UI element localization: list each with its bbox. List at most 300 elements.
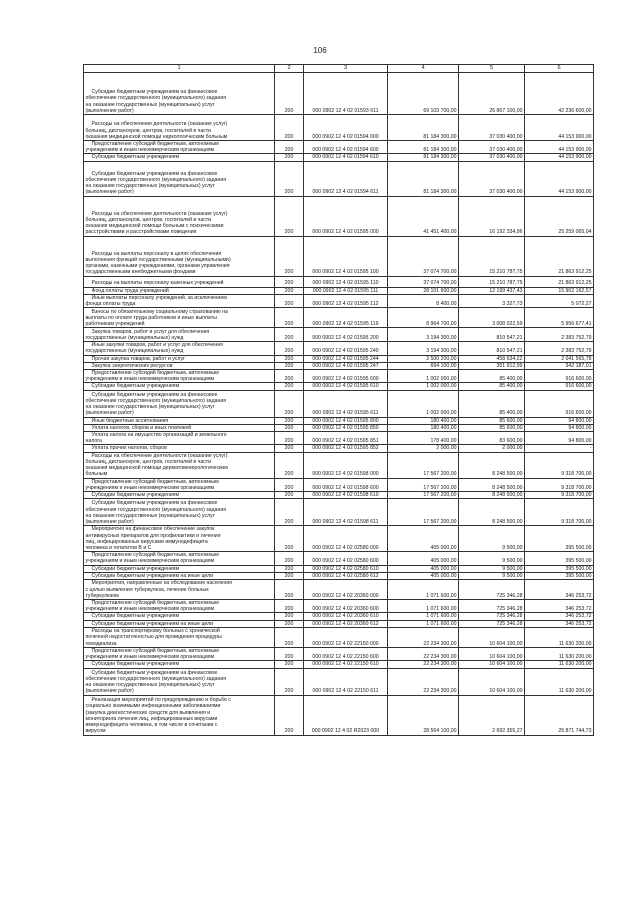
row-budget-code: 000 0902 12 4 02 20360 000 — [304, 580, 388, 600]
row-description-text: Иные выплаты персоналу учреждений, за исключением фонда оплаты труда — [85, 294, 227, 308]
row-description — [84, 383, 275, 390]
row-budget-code: 000 0902 12 4 02 01595 247 — [304, 362, 388, 369]
table-row — [84, 362, 594, 369]
row-unexecuted-amount: 9 318 700,00 — [525, 478, 594, 491]
row-approved-amount: 2 500 200,00 — [388, 355, 459, 362]
row-budget-code: 000 0902 12 4 02 01594 600 — [304, 141, 388, 154]
row-description — [84, 526, 275, 552]
row-description-text: Уплата налога на имущество организаций и земельного налога — [85, 432, 227, 445]
row-description-text: Предоставление субсидий бюджетным, автономным учреждениям и иным некоммерческим организациям — [85, 478, 219, 491]
row-admin-code: 200 — [275, 294, 304, 307]
row-budget-code: 000 0902 12 4 02 22150 610 — [304, 661, 388, 668]
row-executed-amount: 2 000,00 — [459, 445, 525, 452]
row-description — [84, 154, 275, 161]
row-description — [84, 695, 275, 735]
row-unexecuted-amount: 94 800,00 — [525, 417, 594, 424]
row-description-text: Расходы на обеспечение деятельности (оказание услуг) больниц, диспансеров, центров, госпиталей в части оказания медицинской помощи больным с психическими расстройствами и расстройствами поведения — [85, 210, 228, 236]
row-executed-amount: 26 867 100,00 — [459, 73, 525, 115]
row-admin-code: 200 — [275, 552, 304, 565]
header-cell: 3 — [304, 65, 388, 73]
row-approved-amount: 1 071 600,00 — [388, 613, 459, 620]
table-row — [84, 452, 594, 478]
row-budget-code: 000 0902 12 4 02 01598 000 — [304, 452, 388, 478]
row-description-text: Мероприятия на финансовое обеспечение закупок антивирусных препаратов для профилактики и лечения лиц, инфицированных вирусами иммунодефицита человека и гепатитов В и С — [85, 526, 221, 552]
row-approved-amount: 3 194 300,00 — [388, 328, 459, 342]
row-admin-code: 200 — [275, 668, 304, 695]
row-executed-amount: 8 248 500,00 — [459, 478, 525, 491]
table-row — [84, 445, 594, 452]
row-admin-code: 200 — [275, 417, 304, 424]
row-description-text: Предоставление субсидий бюджетным, автономным учреждениям и иным некоммерческим организациям — [85, 552, 219, 565]
row-unexecuted-amount: 11 630 200,00 — [525, 647, 594, 660]
row-budget-code: 000 0902 12 4 02 01595 240 — [304, 342, 388, 355]
row-approved-amount: 17 567 200,00 — [388, 499, 459, 526]
row-description-text: Субсидии бюджетным учреждениям — [91, 565, 180, 572]
row-executed-amount: 10 604 100,00 — [459, 627, 525, 647]
table-row — [84, 308, 594, 328]
row-unexecuted-amount: 2 383 752,79 — [525, 328, 594, 342]
table-row — [84, 196, 594, 236]
row-approved-amount: 81 184 300,00 — [388, 161, 459, 196]
row-approved-amount: 8 400,00 — [388, 294, 459, 307]
table-row — [84, 141, 594, 154]
row-unexecuted-amount: 11 630 200,00 — [525, 661, 594, 668]
row-description — [84, 492, 275, 499]
row-unexecuted-amount: 9 318 700,00 — [525, 492, 594, 499]
row-approved-amount: 37 074 700,00 — [388, 236, 459, 276]
row-admin-code: 200 — [275, 287, 304, 294]
row-description — [84, 499, 275, 526]
row-executed-amount: 9 500,00 — [459, 572, 525, 579]
row-description — [84, 390, 275, 417]
row-admin-code: 200 — [275, 362, 304, 369]
row-budget-code: 000 0902 12 4 02 01595 000 — [304, 196, 388, 236]
row-executed-amount: 8 248 500,00 — [459, 492, 525, 499]
row-description-text: Субсидии бюджетным учреждениям на финансовое обеспечение государственного (муниципального) задания на оказание государственных (муниципальных) услуг (выполнение работ) — [85, 89, 227, 114]
table-row — [84, 572, 594, 579]
row-admin-code: 200 — [275, 115, 304, 141]
header-cell: 4 — [388, 65, 459, 73]
row-unexecuted-amount: 44 153 900,00 — [525, 115, 594, 141]
row-executed-amount: 85 600,00 — [459, 417, 525, 424]
row-unexecuted-amount: 342 187,01 — [525, 362, 594, 369]
row-admin-code: 200 — [275, 620, 304, 627]
row-description-text: Субсидии бюджетным учреждениям — [91, 383, 180, 390]
row-description — [84, 115, 275, 141]
row-description — [84, 196, 275, 236]
row-approved-amount: 22 234 300,00 — [388, 668, 459, 695]
table-row — [84, 492, 594, 499]
row-description — [84, 668, 275, 695]
row-approved-amount: 81 184 300,00 — [388, 115, 459, 141]
row-approved-amount: 405 000,00 — [388, 572, 459, 579]
row-budget-code: 000 0902 12 4 02 01595 244 — [304, 355, 388, 362]
row-admin-code: 200 — [275, 613, 304, 620]
row-description-text: Субсидии бюджетным учреждениям на финансовое обеспечение государственного (муниципального) задания на оказание государственных (муниципальных) услуг (выполнение работ) — [85, 500, 227, 526]
row-description-text: Закупка товаров, работ и услуг для обеспечения государственных (муниципальных) нужд — [85, 328, 210, 342]
row-description-text: Иные закупки товаров, работ и услуг для обеспечения государственных (муниципальных) нужд — [85, 342, 223, 355]
table-row — [84, 355, 594, 362]
row-description-text: Субсидии бюджетным учреждениям — [91, 154, 180, 161]
row-approved-amount: 22 234 300,00 — [388, 627, 459, 647]
row-executed-amount: 458 634,22 — [459, 355, 525, 362]
row-approved-amount: 1 002 000,00 — [388, 390, 459, 417]
row-admin-code: 200 — [275, 342, 304, 355]
row-description — [84, 424, 275, 431]
row-unexecuted-amount: 5 072,27 — [525, 294, 594, 307]
row-description-text: Субсидии бюджетным учреждениям на финансовое обеспечение государственного (муниципального) задания на оказание государственных (муниципальных) услуг (выполнение работ) — [85, 170, 227, 196]
row-description-text: Уплата налогов, сборов и иных платежей — [91, 424, 192, 431]
row-executed-amount: 9 500,00 — [459, 565, 525, 572]
row-approved-amount: 694 100,00 — [388, 362, 459, 369]
row-budget-code: 000 0902 12 4 02 01595 112 — [304, 294, 388, 307]
table-row — [84, 383, 594, 390]
row-unexecuted-amount: 916 600,00 — [525, 370, 594, 383]
row-unexecuted-amount: 15 902 162,57 — [525, 287, 594, 294]
table-row — [84, 661, 594, 668]
row-approved-amount: 17 567 200,00 — [388, 478, 459, 491]
header-cell: 6 — [525, 65, 594, 73]
row-admin-code: 200 — [275, 492, 304, 499]
row-description — [84, 580, 275, 600]
row-description — [84, 661, 275, 668]
row-executed-amount: 8 248 500,00 — [459, 499, 525, 526]
row-description-text: Субсидии бюджетным учреждениям на финансовое обеспечение государственного (муниципального) задания на оказание государственных (муниципальных) услуг (выполнение работ) — [85, 391, 227, 417]
row-executed-amount: 83 600,00 — [459, 432, 525, 445]
row-executed-amount: 2 692 355,27 — [459, 695, 525, 735]
row-executed-amount: 725 346,28 — [459, 580, 525, 600]
row-executed-amount: 85 600,00 — [459, 424, 525, 431]
row-approved-amount: 37 074 700,00 — [388, 276, 459, 287]
row-budget-code: 000 0902 12 4 02 22150 000 — [304, 627, 388, 647]
row-description — [84, 73, 275, 115]
row-budget-code: 000 0902 12 4 02 20360 610 — [304, 613, 388, 620]
row-budget-code: 000 0902 12 4 02 01594 610 — [304, 154, 388, 161]
header-cell: 1 — [84, 65, 275, 73]
row-budget-code: 000 0902 12 4 02 01595 111 — [304, 287, 388, 294]
row-description — [84, 328, 275, 342]
row-executed-amount: 15 210 787,75 — [459, 236, 525, 276]
row-executed-amount: 85 400,00 — [459, 390, 525, 417]
row-executed-amount: 351 912,99 — [459, 362, 525, 369]
row-admin-code: 200 — [275, 600, 304, 613]
row-budget-code: 000 0902 12 4 02 01594 611 — [304, 161, 388, 196]
row-budget-code: 000 0902 12 4 02 01595 852 — [304, 445, 388, 452]
row-approved-amount: 1 002 000,00 — [388, 383, 459, 390]
row-description — [84, 287, 275, 294]
row-approved-amount: 81 184 300,00 — [388, 141, 459, 154]
row-admin-code: 200 — [275, 370, 304, 383]
table-row — [84, 647, 594, 660]
row-approved-amount: 22 234 300,00 — [388, 661, 459, 668]
row-budget-code: 000 0902 12 4 02 01595 800 — [304, 417, 388, 424]
table-row — [84, 390, 594, 417]
row-admin-code: 200 — [275, 452, 304, 478]
row-description — [84, 161, 275, 196]
row-executed-amount: 810 547,21 — [459, 328, 525, 342]
row-executed-amount: 85 400,00 — [459, 383, 525, 390]
row-description-text: Расходы на выплаты персоналу в целях обеспечения выполнения функций государственными (муниципальными) органами, казенными учреждениями, органами управления государственными внебюджетными фондами — [85, 250, 231, 276]
row-budget-code: 000 0902 12 4 02 01595 850 — [304, 424, 388, 431]
row-unexecuted-amount: 2 383 752,79 — [525, 342, 594, 355]
table-row — [84, 695, 594, 735]
row-description-text: Субсидии бюджетным учреждениям — [91, 661, 180, 668]
row-budget-code: 000 0902 12 4 02 02580 610 — [304, 565, 388, 572]
row-budget-code: 000 0902 12 4 02 20360 612 — [304, 620, 388, 627]
row-executed-amount: 9 500,00 — [459, 552, 525, 565]
row-admin-code: 200 — [275, 390, 304, 417]
row-budget-code: 000 0902 12 4 02 01598 610 — [304, 492, 388, 499]
row-unexecuted-amount: 11 630 200,00 — [525, 668, 594, 695]
row-description-text: Субсидии бюджетным учреждениям — [91, 492, 180, 499]
row-description-text: Расходы на обеспечение деятельности (оказание услуг) больниц, диспансеров, центров, госпиталей в части оказания медицинской помощи дерматовенерологическим больным — [85, 452, 228, 478]
table-row — [84, 342, 594, 355]
row-unexecuted-amount: 395 500,00 — [525, 565, 594, 572]
row-description — [84, 565, 275, 572]
row-description — [84, 478, 275, 491]
table-row — [84, 478, 594, 491]
row-budget-code: 000 0902 12 4 02 01598 611 — [304, 499, 388, 526]
row-description-text: Предоставление субсидий бюджетным, автономным учреждениям и иным некоммерческим организациям — [85, 370, 219, 383]
row-budget-code: 000 0902 12 4 02 01595 611 — [304, 390, 388, 417]
header-cell: 2 — [275, 65, 304, 73]
row-executed-amount: 810 547,21 — [459, 342, 525, 355]
row-admin-code: 200 — [275, 328, 304, 342]
row-approved-amount: 2 000,00 — [388, 445, 459, 452]
table-row — [84, 417, 594, 424]
row-approved-amount: 8 964 700,00 — [388, 308, 459, 328]
row-admin-code: 200 — [275, 627, 304, 647]
row-executed-amount: 10 604 100,00 — [459, 661, 525, 668]
row-unexecuted-amount: 916 600,00 — [525, 383, 594, 390]
row-description — [84, 308, 275, 328]
row-description-text: Субсидии бюджетным учреждениям — [91, 613, 180, 620]
row-admin-code: 200 — [275, 661, 304, 668]
row-unexecuted-amount: 395 500,00 — [525, 552, 594, 565]
row-approved-amount: 22 234 300,00 — [388, 647, 459, 660]
row-executed-amount: 37 030 400,00 — [459, 154, 525, 161]
row-unexecuted-amount: 346 253,72 — [525, 580, 594, 600]
row-executed-amount: 10 604 100,00 — [459, 647, 525, 660]
row-approved-amount: 405 000,00 — [388, 552, 459, 565]
row-description-text: Закупка энергетических ресурсов — [91, 362, 173, 369]
row-admin-code: 200 — [275, 432, 304, 445]
row-admin-code: 200 — [275, 236, 304, 276]
row-approved-amount: 69 103 700,00 — [388, 73, 459, 115]
table-row — [84, 580, 594, 600]
row-unexecuted-amount: 346 253,72 — [525, 620, 594, 627]
row-unexecuted-amount: 916 600,00 — [525, 390, 594, 417]
row-executed-amount: 10 604 100,00 — [459, 668, 525, 695]
row-budget-code: 000 0902 12 4 02 01598 600 — [304, 478, 388, 491]
row-budget-code: 000 0902 12 4 02 01595 119 — [304, 308, 388, 328]
row-admin-code: 200 — [275, 276, 304, 287]
row-description — [84, 445, 275, 452]
row-budget-code: 000 0902 12 4 02 01594 000 — [304, 115, 388, 141]
table-row — [84, 600, 594, 613]
table-row — [84, 370, 594, 383]
row-budget-code: 000 0902 12 4 02 02580 000 — [304, 526, 388, 552]
page-number: 106 — [313, 46, 327, 55]
row-admin-code: 200 — [275, 154, 304, 161]
row-description — [84, 600, 275, 613]
table-row — [84, 236, 594, 276]
row-unexecuted-amount: 44 153 900,00 — [525, 161, 594, 196]
row-executed-amount: 725 346,28 — [459, 620, 525, 627]
row-description-text: Предоставление субсидий бюджетным, автономным учреждениям и иным некоммерческим организациям — [85, 600, 219, 613]
row-unexecuted-amount: 25 259 065,04 — [525, 196, 594, 236]
row-description — [84, 294, 275, 307]
row-approved-amount: 405 000,00 — [388, 526, 459, 552]
table-row — [84, 424, 594, 431]
row-description-text: Расходы на выплаты персоналу казенных учреждений — [91, 280, 224, 287]
row-description — [84, 355, 275, 362]
row-budget-code: 000 0902 12 4 02 22150 600 — [304, 647, 388, 660]
row-description-text: Субсидии бюджетным учреждениям на финансовое обеспечение государственного (муниципального) задания на оказание государственных (муниципальных) услуг (выполнение работ) — [85, 669, 227, 695]
row-description-text: Предоставление субсидий бюджетным, автономным учреждениям и иным некоммерческим организациям — [85, 141, 219, 154]
row-description — [84, 613, 275, 620]
table-row — [84, 115, 594, 141]
row-admin-code: 200 — [275, 308, 304, 328]
table-row — [84, 552, 594, 565]
row-description-text: Субсидии бюджетным учреждениям на иные цели — [91, 572, 214, 579]
row-unexecuted-amount: 395 500,00 — [525, 526, 594, 552]
row-unexecuted-amount: 94 800,00 — [525, 432, 594, 445]
row-admin-code: 200 — [275, 383, 304, 390]
table-row — [84, 627, 594, 647]
row-budget-code: 000 0902 12 4 02 01595 600 — [304, 370, 388, 383]
row-executed-amount: 15 210 787,75 — [459, 276, 525, 287]
row-unexecuted-amount: 5 956 677,41 — [525, 308, 594, 328]
row-description — [84, 647, 275, 660]
row-description — [84, 417, 275, 424]
row-admin-code: 200 — [275, 445, 304, 452]
row-budget-code: 000 0902 12 4 02 20360 600 — [304, 600, 388, 613]
row-budget-code: 000 0902 12 4 02 02580 612 — [304, 572, 388, 579]
row-executed-amount: 12 199 437,43 — [459, 287, 525, 294]
row-approved-amount: 180 400,00 — [388, 424, 459, 431]
table-row — [84, 328, 594, 342]
table-row — [84, 154, 594, 161]
row-approved-amount: 17 567 200,00 — [388, 452, 459, 478]
row-executed-amount: 16 192 334,96 — [459, 196, 525, 236]
row-unexecuted-amount: 9 318 700,00 — [525, 452, 594, 478]
row-approved-amount: 17 567 200,00 — [388, 492, 459, 499]
row-admin-code: 200 — [275, 565, 304, 572]
row-budget-code: 000 0902 12 4 02 01595 851 — [304, 432, 388, 445]
table-row — [84, 565, 594, 572]
table-row — [84, 620, 594, 627]
row-executed-amount: 725 346,28 — [459, 613, 525, 620]
row-description-text: Расходы на обеспечение деятельности (оказание услуг) больниц, диспансеров, центров, госпиталей в части оказания медицинской помощи наркологическим больным — [85, 121, 228, 140]
row-budget-code: 000 0902 12 4 02 R2023 000 — [304, 695, 388, 735]
row-approved-amount: 28 101 600,00 — [388, 287, 459, 294]
row-unexecuted-amount: 25 871 744,73 — [525, 695, 594, 735]
row-budget-code: 000 0902 12 4 02 01595 610 — [304, 383, 388, 390]
row-description-text: Реализация мероприятий по предупреждению и борьбе с социально значимыми инфекционными заболеваниями (закупка диагностических средств для выявления и мониторинга лечения лиц, инфицированных вирусами иммунодефицита человека, в том числе в сочетании с вирусом — [85, 697, 231, 735]
row-unexecuted-amount: 42 236 600,00 — [525, 73, 594, 115]
row-description — [84, 141, 275, 154]
row-executed-amount: 37 030 400,00 — [459, 141, 525, 154]
row-executed-amount: 3 008 022,59 — [459, 308, 525, 328]
row-unexecuted-amount: 21 863 912,25 — [525, 276, 594, 287]
row-approved-amount: 178 400,00 — [388, 432, 459, 445]
row-description-text: Уплата прочих налогов, сборов — [91, 445, 167, 452]
row-description — [84, 572, 275, 579]
row-admin-code: 200 — [275, 141, 304, 154]
row-description — [84, 620, 275, 627]
row-unexecuted-amount: 44 153 900,00 — [525, 141, 594, 154]
table-row — [84, 613, 594, 620]
table-row — [84, 73, 594, 115]
row-admin-code: 200 — [275, 580, 304, 600]
row-executed-amount: 37 030 400,00 — [459, 161, 525, 196]
row-executed-amount: 37 030 400,00 — [459, 115, 525, 141]
row-executed-amount: 3 327,73 — [459, 294, 525, 307]
budget-table — [83, 64, 594, 736]
row-unexecuted-amount: 395 500,00 — [525, 572, 594, 579]
row-executed-amount: 8 248 500,00 — [459, 452, 525, 478]
table-row — [84, 499, 594, 526]
row-unexecuted-amount: 9 318 700,00 — [525, 499, 594, 526]
row-budget-code: 000 0902 12 4 02 01593 611 — [304, 73, 388, 115]
row-admin-code: 200 — [275, 647, 304, 660]
row-budget-code: 000 0902 12 4 02 01595 100 — [304, 236, 388, 276]
row-description-text: Взносы по обязательному социальному страхованию на выплаты по оплате труда работников и иные выплаты работникам учреждений — [85, 308, 228, 328]
row-admin-code: 200 — [275, 478, 304, 491]
row-description — [84, 432, 275, 445]
table-row — [84, 294, 594, 307]
row-approved-amount: 1 071 600,00 — [388, 580, 459, 600]
table-row — [84, 526, 594, 552]
row-description — [84, 276, 275, 287]
table-header-row — [84, 65, 594, 73]
row-description-text: Иные бюджетные ассигнования — [91, 417, 169, 424]
row-executed-amount: 9 500,00 — [459, 526, 525, 552]
table-row — [84, 276, 594, 287]
row-approved-amount: 180 400,00 — [388, 417, 459, 424]
header-cell: 5 — [459, 65, 525, 73]
row-unexecuted-amount: 94 800,00 — [525, 424, 594, 431]
row-budget-code: 000 0902 12 4 02 02580 600 — [304, 552, 388, 565]
row-admin-code: 200 — [275, 572, 304, 579]
row-admin-code: 200 — [275, 73, 304, 115]
row-description-text: Субсидии бюджетным учреждениям на иные цели — [91, 620, 214, 627]
row-description — [84, 362, 275, 369]
row-budget-code: 000 0902 12 4 02 01595 200 — [304, 328, 388, 342]
row-description — [84, 342, 275, 355]
row-unexecuted-amount: 2 041 565,78 — [525, 355, 594, 362]
row-unexecuted-amount: 44 153 900,00 — [525, 154, 594, 161]
row-admin-code: 200 — [275, 196, 304, 236]
table-row — [84, 668, 594, 695]
row-description — [84, 370, 275, 383]
row-approved-amount: 3 194 300,00 — [388, 342, 459, 355]
row-description — [84, 627, 275, 647]
row-unexecuted-amount: - — [525, 445, 594, 452]
row-unexecuted-amount: 11 630 200,00 — [525, 627, 594, 647]
row-admin-code: 200 — [275, 424, 304, 431]
row-description — [84, 236, 275, 276]
row-description-text: Фонд оплаты труда учреждений — [91, 287, 169, 294]
table-row — [84, 287, 594, 294]
row-unexecuted-amount: 346 253,72 — [525, 613, 594, 620]
row-description — [84, 452, 275, 478]
row-executed-amount: 725 346,28 — [459, 600, 525, 613]
row-unexecuted-amount: 346 253,72 — [525, 600, 594, 613]
row-approved-amount: 405 000,00 — [388, 565, 459, 572]
row-approved-amount: 81 184 300,00 — [388, 154, 459, 161]
